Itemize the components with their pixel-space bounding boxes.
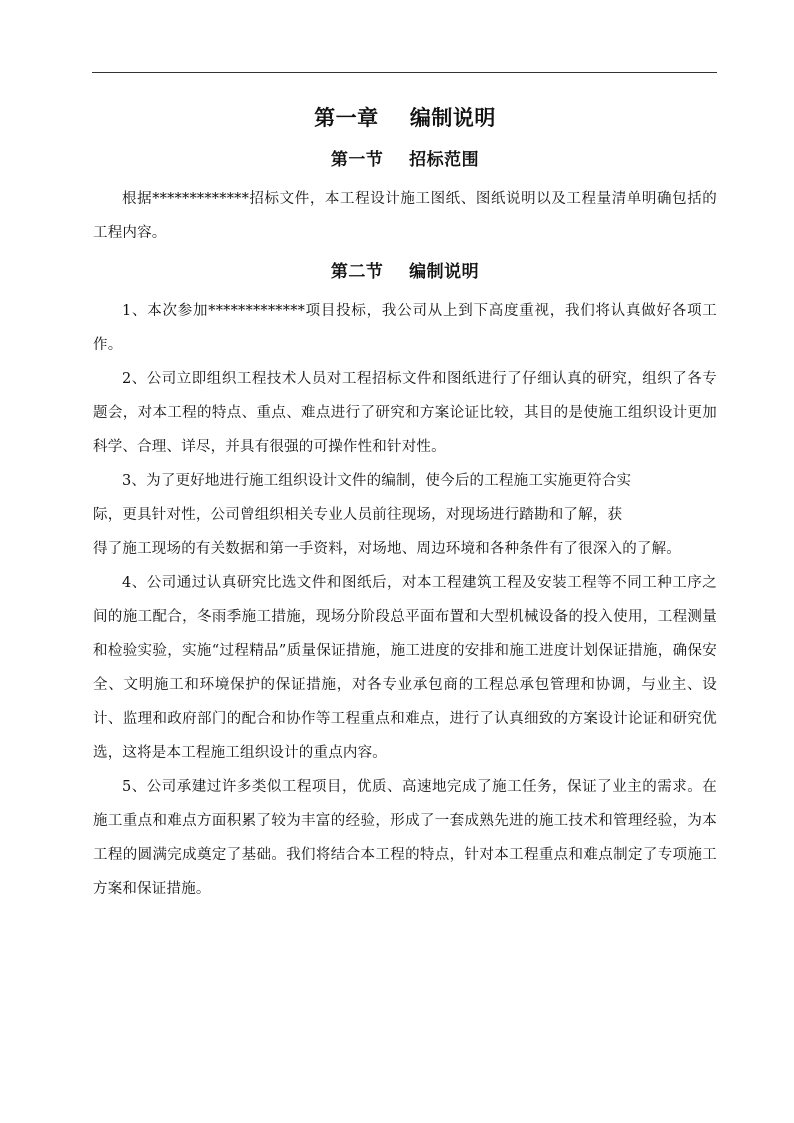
section-title-bidding-scope: 第一节 招标范围 — [330, 150, 480, 170]
section-title-compilation-notes: 第二节 编制说明 — [330, 262, 480, 282]
paragraph-item-2: 2、公司立即组织工程技术人员对工程招标文件和图纸进行了仔细认真的研究，组织了各专题会，对本工程的特点、重点、难点进行了研究和方案论证比较，其目的是使施工组织设计更加科学、合理、详尽，并具有很强的可操作性和针对性。 — [93, 371, 717, 455]
chapter-title: 第一章 编制说明 — [314, 105, 496, 130]
paragraph-item-3-line-3: 得了施工现场的有关数据和第一手资料，对场地、周边环境和各种条件有了很深入的了解。 — [93, 541, 681, 557]
header-rule — [92, 72, 717, 73]
paragraph-item-3-line-2: 际，更具针对性，公司曾组织相关专业人员前往现场，对现场进行踏勘和了解，获 — [93, 507, 623, 523]
document-body — [93, 98, 717, 906]
paragraph-item-1: 1、本次参加*************项目投标，我公司从上到下高度重视，我们将认真做好各项工作。 — [93, 303, 717, 353]
paragraph-item-4: 4、公司通过认真研究比选文件和图纸后，对本工程建筑工程及安装工程等不同工种工序之间的施工配合，冬雨季施工措施，现场分阶段总平面布置和大型机械设备的投入使用，工程测量和检验实验，实施“过程精品”质量保证措施，施工进度的安排和施工进度计划保证措施，确保安全、文明施工和环境保护的保证措施，对各专业承包商的工程总承包管理和协调，与业主、设计、监理和政府部门的配合和协作等工程重点和难点，进行了认真细致的方案设计论证和研究优选，这将是本工程施工组织设计的重点内容。 — [93, 575, 717, 761]
paragraph-item-5: 5、公司承建过许多类似工程项目，优质、高速地完成了施工任务，保证了业主的需求。在施工重点和难点方面积累了较为丰富的经验，形成了一套成熟先进的施工技术和管理经验，为本工程的圆满完成奠定了基础。我们将结合本工程的特点，针对本工程重点和难点制定了专项施工方案和保证措施。 — [93, 779, 717, 897]
paragraph-item-3-line-1: 3、为了更好地进行施工组织设计文件的编制，使今后的工程施工实施更符合实 — [122, 473, 632, 489]
paragraph-bidding-scope: 根据*************招标文件，本工程设计施工图纸、图纸说明以及工程量清单明确包括的工程内容。 — [93, 191, 717, 241]
paragraph-item-3 — [93, 464, 717, 566]
